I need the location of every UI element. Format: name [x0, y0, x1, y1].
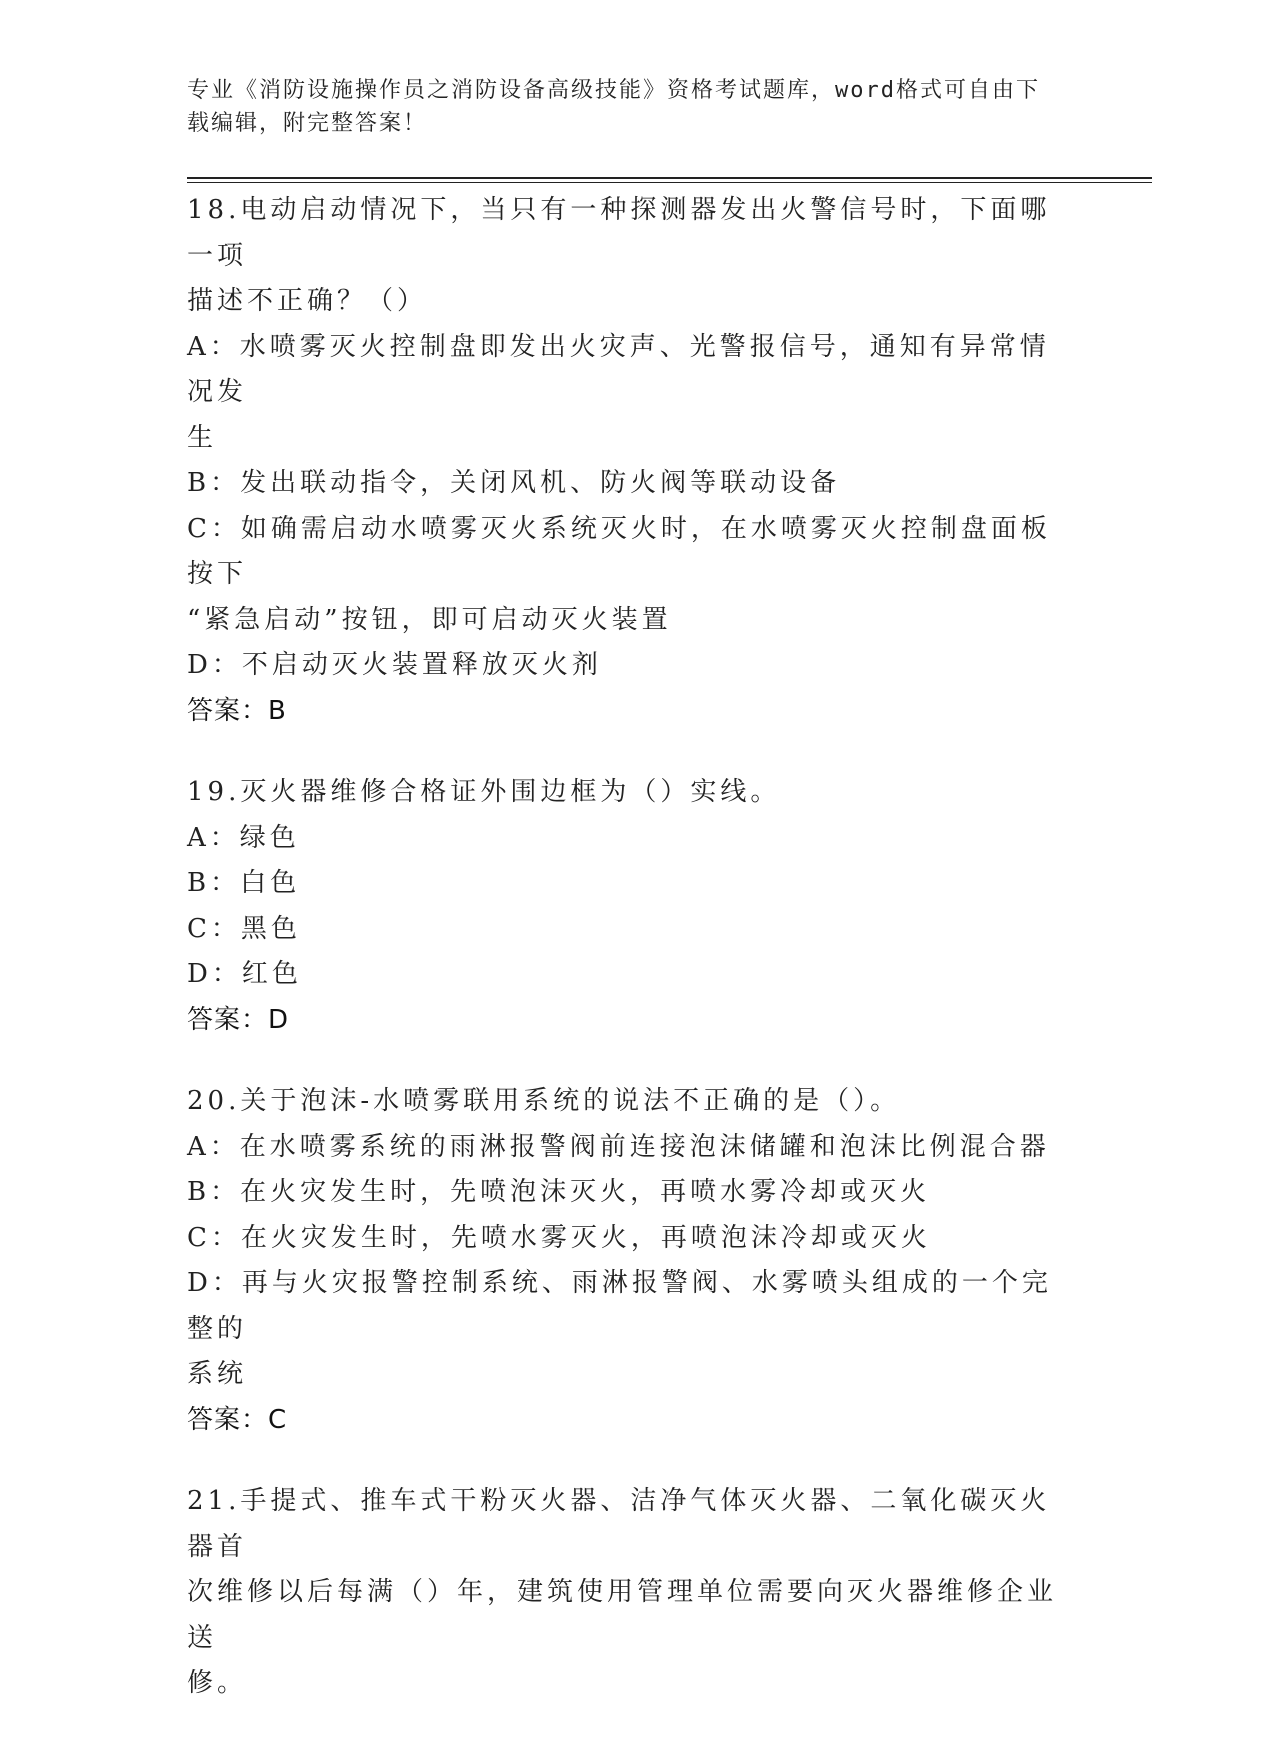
question-list [187, 188, 1067, 1743]
question-20-option-c: C：在火灾发生时，先喷水雾灭火，再喷泡沫冷却或灭火 [187, 1222, 931, 1253]
document-header [187, 74, 1087, 140]
question-19-option-d: D：红色 [187, 959, 302, 989]
question-19-stem: 19.灭火器维修合格证外围边框为（）实线。 [187, 777, 781, 807]
question-20-option-d-line-2: 系统 [187, 1359, 248, 1389]
question-19-option-a: A：绿色 [187, 822, 300, 853]
question-21-stem-line-3: 修。 [187, 1668, 248, 1698]
header-divider-thin [187, 182, 1152, 183]
question-19-answer: 答案：D [187, 1004, 290, 1035]
question-18 [187, 188, 1067, 734]
question-20-option-d-line-1: D：再与火灾报警控制系统、雨淋报警阀、水雾喷头组成的一个完整的 [187, 1268, 1052, 1344]
header-line-1: 专业《消防设施操作员之消防设备高级技能》资格考试题库，word格式可自由下 [187, 78, 1040, 103]
question-18-option-b: B：发出联动指令，关闭风机、防火阀等联动设备 [187, 468, 841, 498]
question-18-option-a-line-1: A：水喷雾灭火控制盘即发出火灾声、光警报信号，通知有异常情况发 [187, 331, 1050, 407]
question-20-option-a: A：在水喷雾系统的雨淋报警阀前连接泡沫储罐和泡沫比例混合器 [187, 1131, 1050, 1162]
header-divider-thick [187, 177, 1152, 179]
question-20-option-b: B：在火灾发生时，先喷泡沫灭火，再喷水雾冷却或灭火 [187, 1177, 931, 1207]
question-20-answer: 答案：C [187, 1404, 288, 1435]
question-21 [187, 1479, 1067, 1707]
question-21-stem-line-2: 次维修以后每满（）年，建筑使用管理单位需要向灭火器维修企业送 [187, 1577, 1058, 1653]
question-18-stem-line-1: 18.电动启动情况下，当只有一种探测器发出火警信号时，下面哪一项 [187, 195, 1051, 271]
question-18-stem-line-2: 描述不正确？（） [187, 286, 428, 316]
question-18-option-a-line-2: 生 [187, 422, 218, 453]
question-18-option-d: D：不启动灭火装置释放灭火剂 [187, 650, 602, 680]
question-18-answer: 答案：B [187, 695, 287, 726]
question-20 [187, 1079, 1067, 1443]
question-21-stem-line-1: 21.手提式、推车式干粉灭火器、洁净气体灭火器、二氧化碳灭火器首 [187, 1486, 1051, 1562]
question-20-stem: 20.关于泡沫-水喷雾联用系统的说法不正确的是（）。 [187, 1086, 901, 1116]
question-18-option-c-line-2: “紧急启动”按钮，即可启动灭火装置 [187, 604, 672, 635]
header-line-2: 载编辑，附完整答案！ [187, 111, 428, 136]
question-19-option-b: B：白色 [187, 868, 301, 898]
question-19 [187, 770, 1067, 1043]
question-19-option-c: C：黑色 [187, 913, 301, 944]
question-18-option-c-line-1: C：如确需启动水喷雾灭火系统灭火时，在水喷雾灭火控制盘面板按下 [187, 513, 1051, 589]
